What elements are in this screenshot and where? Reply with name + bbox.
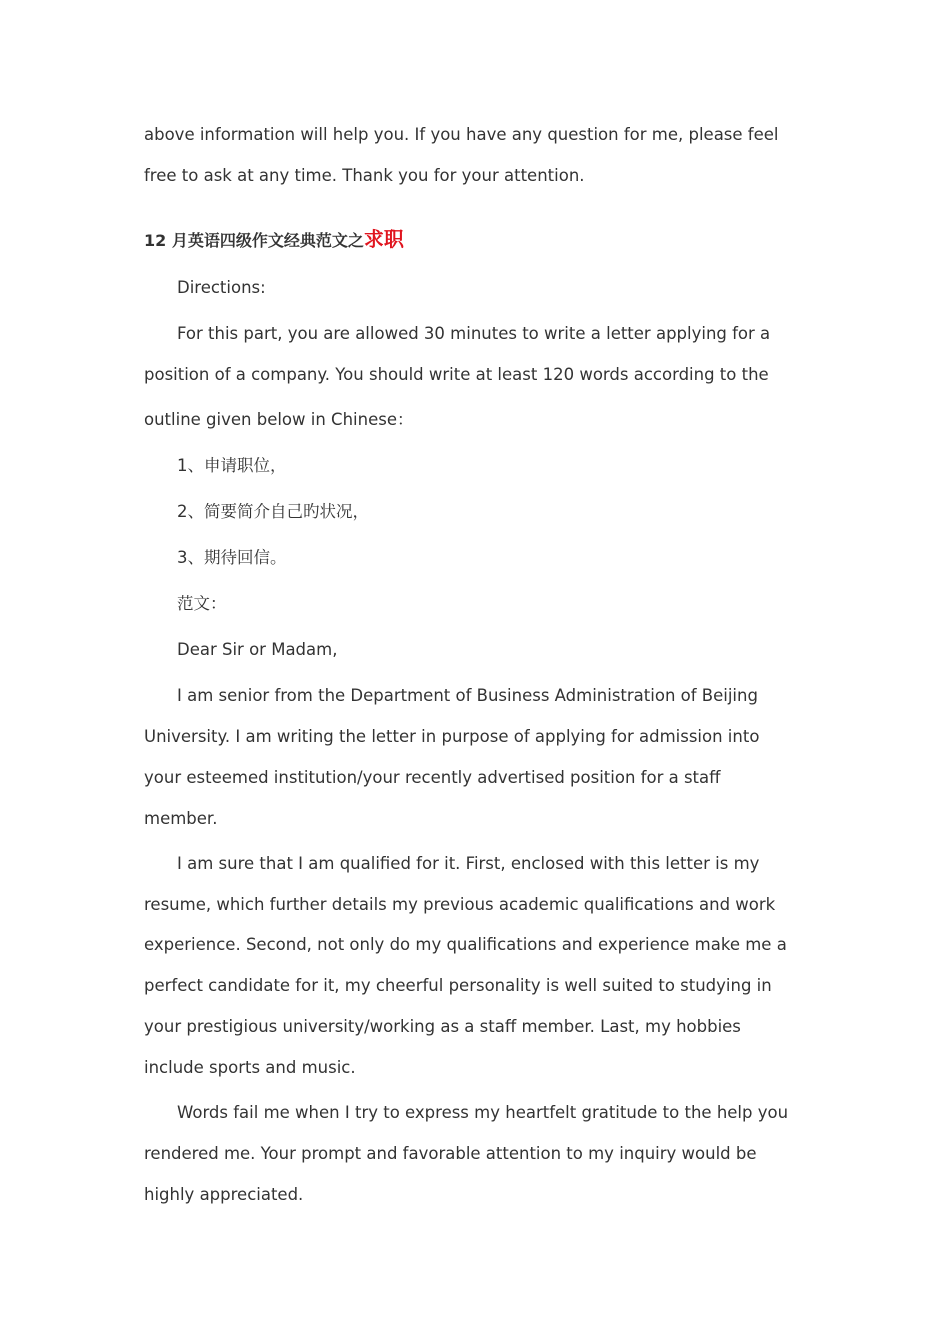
outline-item-1: 1、申请职位， [177, 456, 287, 475]
outline-item-3: 3、期待回信。 [177, 548, 287, 567]
salutation: Dear Sir or Madam, [177, 640, 338, 659]
paragraph2-line-1: I am sure that I am qualified for it. First, enclosed with this letter is my [177, 854, 760, 873]
directions-label: Directions: [177, 278, 266, 297]
paragraph3-line-3: highly appreciated. [144, 1185, 304, 1204]
outline-item-2: 2、简要简介自己旳状况， [177, 502, 369, 521]
paragraph1-line-2: University. I am writing the letter in purpose of applying for admission into [144, 727, 760, 746]
paragraph2-line-3: experience. Second, not only do my qualifications and experience make me a [144, 935, 787, 954]
paragraph1-line-1: I am senior from the Department of Business Administration of Beijing [177, 686, 758, 705]
paragraph3-line-1: Words fail me when I try to express my heartfelt gratitude to the help you [177, 1103, 789, 1122]
paragraph1-line-4: member. [144, 809, 218, 828]
intro-line-1: above information will help you. If you have any question for me, please feel [144, 125, 779, 144]
paragraph2-line-5: your prestigious university/working as a staff member. Last, my hobbies [144, 1017, 741, 1036]
paragraph1-line-3: your esteemed institution/your recently advertised position for a staff [144, 768, 721, 787]
sample-label: 范文： [177, 594, 227, 613]
directions-line-1: For this part, you are allowed 30 minutes to write a letter applying for a [177, 324, 771, 343]
heading-accent-text: 求职 [363, 227, 404, 251]
intro-line-2: free to ask at any time. Thank you for your attention. [144, 166, 585, 185]
paragraph2-line-6: include sports and music. [144, 1058, 356, 1077]
directions-line-3: outline given below in Chinese： [144, 410, 414, 429]
directions-line-2: position of a company. You should write at least 120 words according to the [144, 365, 769, 384]
paragraph2-line-2: resume, which further details my previous academic qualifications and work [144, 895, 776, 914]
paragraph3-line-2: rendered me. Your prompt and favorable attention to my inquiry would be [144, 1144, 757, 1163]
section-heading [144, 227, 404, 253]
heading-main-text: 12 月英语四级作文经典范文之 [144, 231, 364, 250]
paragraph2-line-4: perfect candidate for it, my cheerful personality is well suited to studying in [144, 976, 772, 995]
